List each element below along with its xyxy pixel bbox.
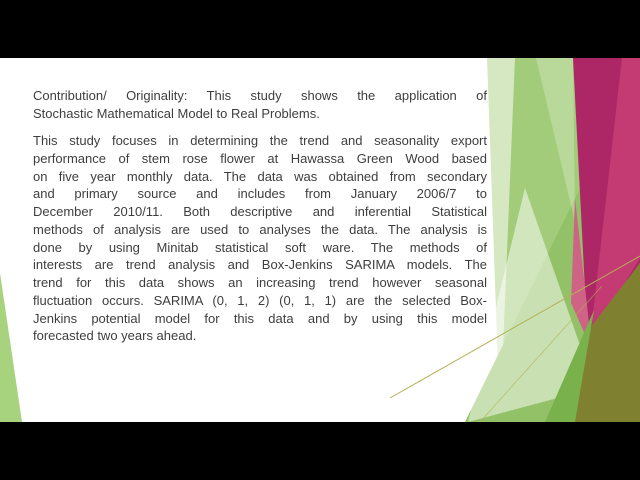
text-line: forecasted two years ahead. bbox=[33, 328, 197, 344]
text-line: Stochastic Mathematical Model to Real Problems. bbox=[33, 105, 320, 121]
text-line: methods of analysis are used to analyses the data. The analysis is bbox=[33, 221, 487, 237]
paragraph bbox=[33, 132, 487, 345]
abstract-text bbox=[33, 87, 487, 345]
slide bbox=[0, 58, 640, 422]
text-line: interests are trend analysis and Box-Jenkins SARIMA models. The bbox=[33, 257, 487, 273]
text-line: December 2010/11. Both descriptive and inferential Statistical bbox=[33, 204, 487, 219]
text-line: fluctuation occurs. SARIMA (0, 1, 2) (0, 1, 1) are the selected Box- bbox=[33, 292, 487, 308]
text-line: trend for this data shows an increasing trend however seasonal bbox=[33, 275, 487, 290]
letterbox-top bbox=[0, 0, 640, 58]
text-line: performance of stem rose flower at Hawassa Green Wood based bbox=[33, 150, 487, 166]
paragraph bbox=[33, 87, 487, 123]
left-edge-green-triangle-shape bbox=[0, 273, 22, 422]
text-line: and primary source and includes from January 2006/7 to bbox=[33, 186, 487, 202]
text-line: done by using Minitab statistical soft ware. The methods of bbox=[33, 239, 487, 255]
text-line: Jenkins potential model for this data and by using this model bbox=[33, 310, 487, 326]
letterbox-bottom bbox=[0, 422, 640, 480]
text-line: This study focuses in determining the trend and seasonality export bbox=[33, 133, 487, 148]
text-line: Contribution/ Originality: This study shows the application of bbox=[33, 88, 487, 103]
text-line: on five year monthly data. The data was obtained from secondary bbox=[33, 168, 487, 184]
